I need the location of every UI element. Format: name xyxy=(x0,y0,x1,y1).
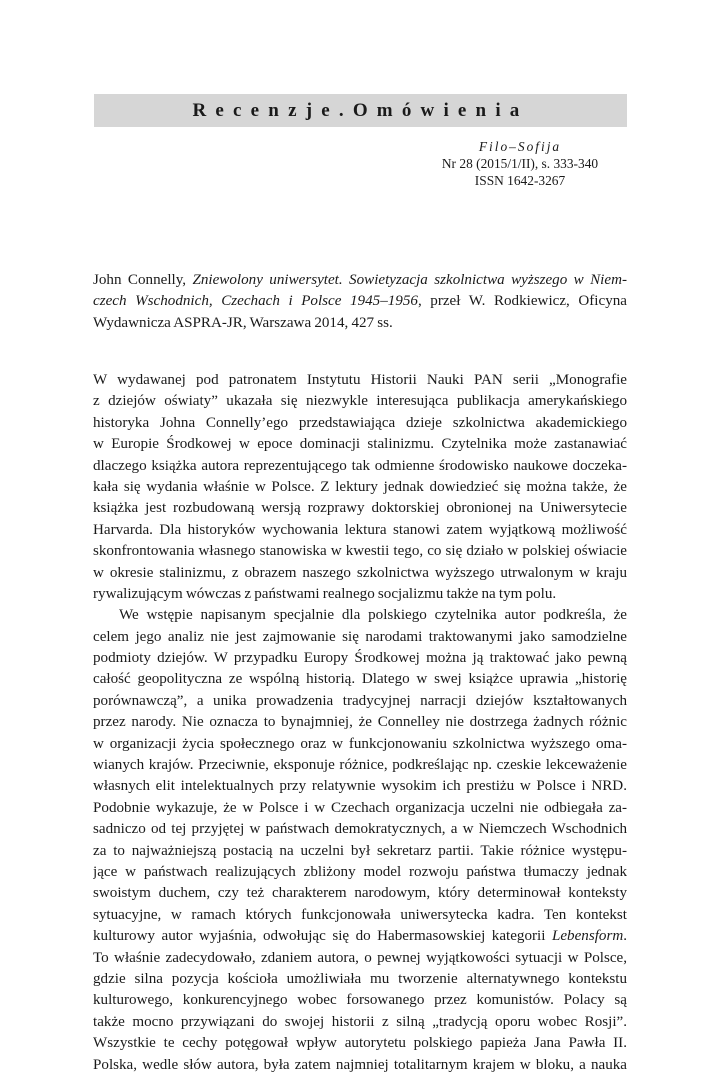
body-line: jące w państwach realizujących zbliżony model rozwoju państwa tłumaczy jednak xyxy=(93,863,627,880)
journal-info xyxy=(420,138,620,189)
body-line: Podobnie wykazuje, że w Polsce i w Czechach organizacja uczelni nie odbiegała za- xyxy=(93,799,627,816)
journal-issue: Nr 28 (2015/1/II), s. 333-340 xyxy=(441,156,599,171)
section-banner xyxy=(94,94,627,127)
body-line: gdzie silna pozycja kościoła umożliwiała mu tworzenie alternatywnego kontekstu xyxy=(93,970,627,987)
body-line: sadniczo od tej przyjętej w państwach demokratycznych, a w Niemczech Wschodnich xyxy=(93,821,627,838)
body-line: historyka Johna Connelly’ego przedstawiająca dzieje szkolnictwa akademickiego xyxy=(93,414,627,431)
body-line: także mocno przywiązani do swojej historii z silną „tradycją oporu wobec Rosji”. xyxy=(93,1013,627,1030)
body-line: skonfrontowania własnego stanowiska w kwestii tego, co się działo w polskiej oświacie xyxy=(93,543,627,560)
body-line: przez narody. Nie oznacza to bynajmniej, że Connelley nie dostrzega żadnych różnic xyxy=(93,714,627,731)
citation-line: czech Wschodnich, Czechach i Polsce 1945–1956, przeł W. Rodkiewicz, Oficyna xyxy=(93,293,627,310)
body-line: całość geopolityczna ze wspólną historią. Dlatego w swej książce uprawia „historię xyxy=(93,671,627,688)
body-line: Harvarda. Dla historyków wychowania lektura stanowi zatem wyjątkową możliwość xyxy=(93,521,627,538)
body-line: Polska, wedle słów autora, była zatem najmniej totalitarnym krajem w bloku, a nauka xyxy=(93,1056,627,1073)
citation-line: Wydawnicza ASPRA-JR, Warszawa 2014, 427 ss. xyxy=(93,314,393,331)
citation-line: John Connelly, Zniewolony uniwersytet. Sowietyzacja szkolnictwa wyższego w Niem- xyxy=(93,272,627,288)
body-line: w organizacji życia społecznego oraz w funkcjonowaniu szkolnictwa wyższego oma- xyxy=(93,735,627,752)
body-line: porównawczą”, a unika prowadzenia tradycyjnej narracji dziejów kształtowanych xyxy=(93,692,627,709)
body-line: podmioty dziejów. W przypadku Europy Środkowej można ją traktować jako pewną xyxy=(93,650,627,667)
body-line: kulturowy autor wyjaśnia, odwołując się do Habermasowskiej kategorii Lebensform. xyxy=(93,928,627,945)
body-line: w okresie stalinizmu, z obrazem naszego szkolnictwa wyższego utrwalonym w kraju xyxy=(93,564,627,581)
body-line: swoistym duchem, czy też charakterem narodowym, który determinował konteksty xyxy=(93,885,627,902)
body-line: To właśnie zadecydowało, zdaniem autora, o pewnej wyjątkowości sytuacji w Polsce, xyxy=(93,949,627,966)
body-line: z dziejów oświaty” ukazała się niezwykle interesująca publikacja amerykańskiego xyxy=(93,393,627,410)
body-line: celem jego analiz nie jest zajmowanie się narodami traktowanymi jako samodzielne xyxy=(93,628,627,645)
journal-issn: ISSN 1642-3267 xyxy=(474,173,566,188)
body-line: sytuacyjne, w ramach których funkcjonowała uniwersytecka kadra. Ten kontekst xyxy=(93,906,627,923)
body-line: kała się wydania właśnie w Polsce. Z lektury jednak dowiedzieć się można także, że xyxy=(93,478,627,495)
body-line: kulturowego, konkurencyjnego wobec forsowanego przez komunistów. Polacy są xyxy=(93,992,627,1009)
body-line: wianych krajów. Przeciwnie, eksponuje różnice, podkreślając np. czeskie lekceważenie xyxy=(93,757,627,774)
body-line: własnych elit intelektualnych przy relatywnie wysokim ich prestiżu w Polsce i NRD. xyxy=(93,778,627,795)
body-line: książka jest rozbudowaną wersją rozprawy doktorskiej obronionej na Uniwersytecie xyxy=(93,500,627,517)
body-line: W wydawanej pod patronatem Instytutu Historii Nauki PAN serii „Monografie xyxy=(93,372,627,388)
body-line: Wszystkie te cechy potęgował wpływ autorytetu polskiego papieża Jana Pawła II. xyxy=(93,1035,627,1052)
body-line: We wstępie napisanym specjalnie dla polskiego czytelnika autor podkreśla, że xyxy=(119,607,627,624)
book-citation xyxy=(93,270,627,334)
body-line: rywalizującym wówczas z państwami realnego socjalizmu także na tym polu. xyxy=(93,585,557,602)
journal-name: Filo–Sofija xyxy=(478,139,562,154)
review-body xyxy=(93,370,627,1076)
section-title: Recenzje.Omówienia xyxy=(192,100,529,121)
body-line: w Europie Środkowej w epoce dominacji stalinizmu. Czytelnika może zastanawiać xyxy=(93,436,627,453)
body-line: dlaczego książka autora reprezentującego tak odmienne środowisko naukowe doczeka- xyxy=(93,457,627,474)
body-line: za to najważniejszą postacią na uczelni był sekretarz partii. Takie różnice występu- xyxy=(93,842,627,859)
